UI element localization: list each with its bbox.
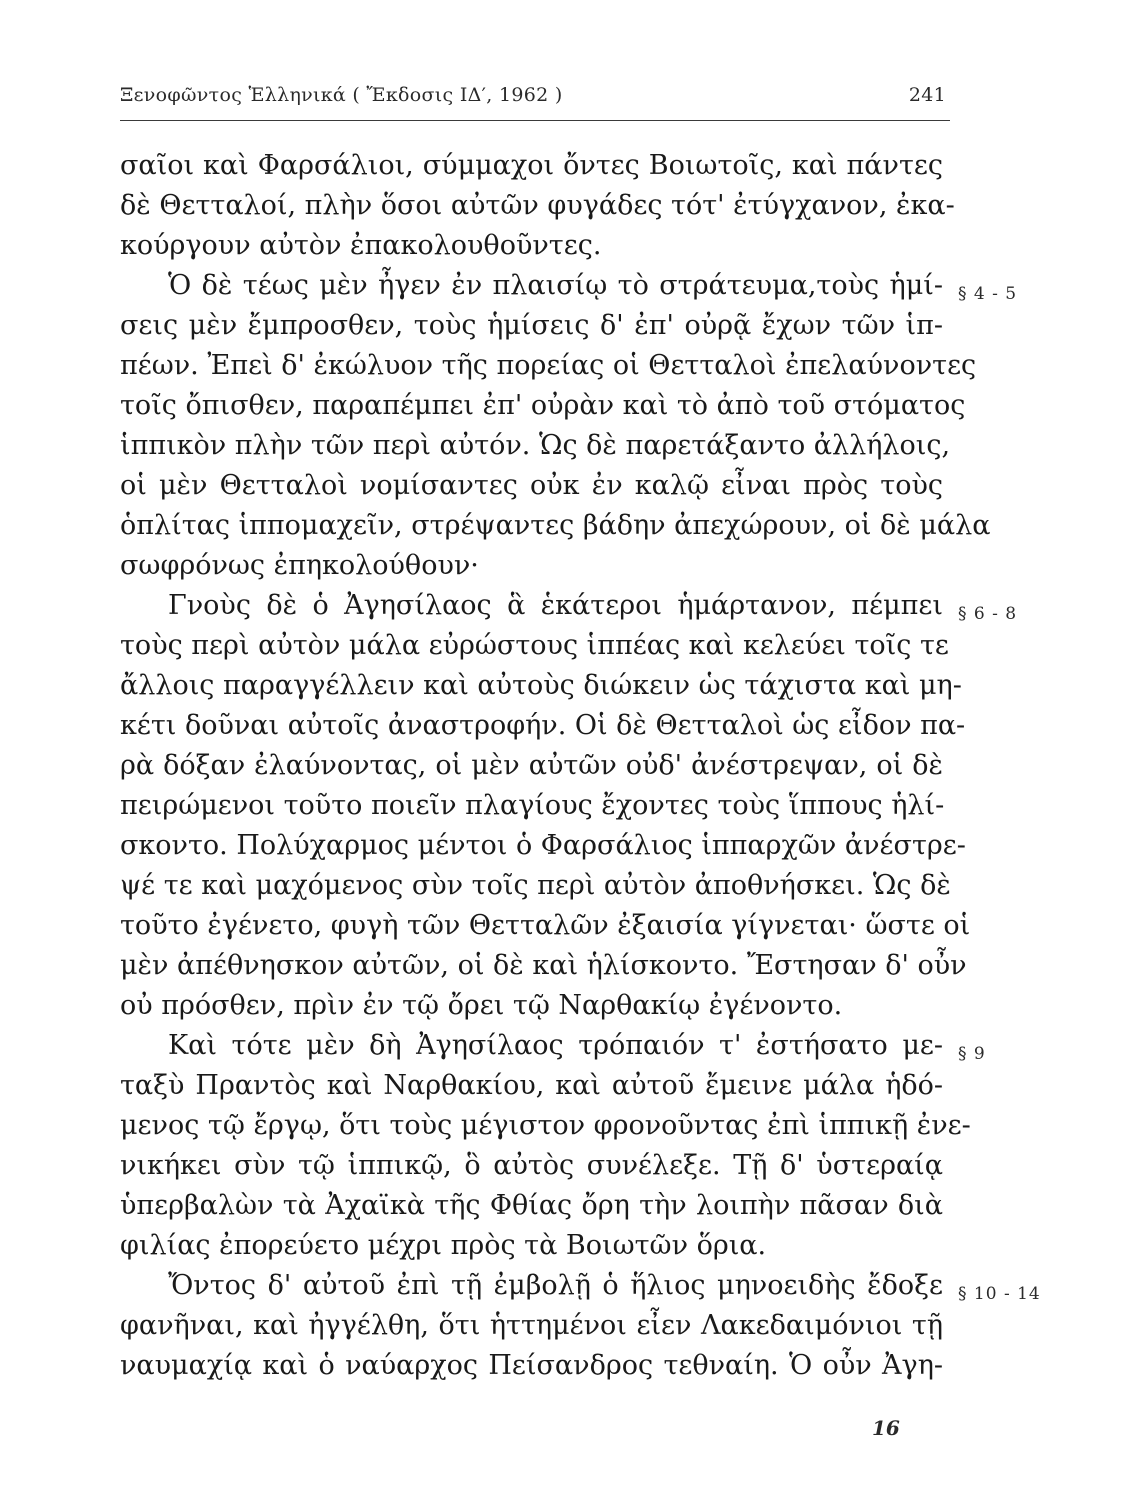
text-line: Ὁ δὲ τέως μὲν ἦγεν ἐν πλαισίῳ τὸ στράτευμα,τοὺς ἡμί-: [168, 270, 943, 301]
running-head: [120, 84, 950, 114]
text-line: ψέ τε καὶ μαχόμενος σὺν τοῖς περὶ αὐτὸν ἀποθνήσκει. Ὡς δὲ: [120, 870, 951, 901]
text-line: σκοντο. Πολύχαρμος μέντοι ὁ Φαρσάλιος ἱππαρχῶν ἀνέστρε-: [120, 830, 966, 861]
text-line: Ὄντος δ' αὐτοῦ ἐπὶ τῇ ἐμβολῇ ὁ ἥλιος μηνοειδὴς ἔδοξε: [168, 1270, 943, 1301]
page-number: 241: [908, 84, 946, 106]
signature-mark: 16: [872, 1416, 900, 1440]
text-line: σαῖοι καὶ Φαρσάλιοι, σύμμαχοι ὄντες Βοιωτοῖς, καὶ πάντες: [120, 150, 943, 181]
text-line: φανῆναι, καὶ ἠγγέλθη, ὅτι ἡττημένοι εἶεν Λακεδαιμόνιοι τῇ: [120, 1310, 943, 1341]
text-line: ἄλλοις παραγγέλλειν καὶ αὐτοὺς διώκειν ὡς τάχιστα καὶ μη-: [120, 670, 962, 701]
text-line: ἱππικὸν πλὴν τῶν περὶ αὐτόν. Ὡς δὲ παρετάξαντο ἀλλήλοις,: [120, 430, 951, 461]
text-line: νικήκει σὺν τῷ ἱππικῷ, ὃ αὐτὸς συνέλεξε. Τῇ δ' ὑστεραίᾳ: [120, 1150, 943, 1181]
text-line: Γνοὺς δὲ ὁ Ἀγησίλαος ἃ ἑκάτεροι ἡμάρτανον, πέμπει: [168, 590, 943, 621]
text-line: ὑπερβαλὼν τὰ Ἀχαϊκὰ τῆς Φθίας ὄρη τὴν λοιπὴν πᾶσαν διὰ: [120, 1190, 943, 1221]
text-line: μενος τῷ ἔργῳ, ὅτι τοὺς μέγιστον φρονοῦντας ἐπὶ ἱππικῇ ἐνε-: [120, 1110, 971, 1141]
text-line: οἱ μὲν Θετταλοὶ νομίσαντες οὐκ ἐν καλῷ εἶναι πρὸς τοὺς: [120, 470, 943, 501]
running-title: Ξενοφῶντος Ἑλληνικά ( Ἔκδοσις ΙΔ′, 1962 ): [120, 84, 563, 106]
text-line: πέων. Ἐπεὶ δ' ἐκώλυον τῆς πορείας οἱ Θετταλοὶ ἐπελαύνοντες: [120, 350, 977, 381]
text-line: τοῖς ὄπισθεν, παραπέμπει ἐπ' οὐρὰν καὶ τὸ ἀπὸ τοῦ στόματος: [120, 390, 966, 421]
text-line: τοὺς περὶ αὐτὸν μάλα εὐρώστους ἱππέας καὶ κελεύει τοῖς τε: [120, 630, 949, 661]
text-line: κέτι δοῦναι αὐτοῖς ἀναστροφήν. Οἱ δὲ Θετταλοὶ ὡς εἶδον πα-: [120, 710, 966, 741]
text-line: πειρώμενοι τοῦτο ποιεῖν πλαγίους ἔχοντες τοὺς ἵππους ἡλί-: [120, 790, 945, 821]
text-line: οὐ πρόσθεν, πρὶν ἐν τῷ ὄρει τῷ Ναρθακίῳ ἐγένοντο.: [120, 990, 843, 1021]
text-line: φιλίας ἐπορεύετο μέχρι πρὸς τὰ Βοιωτῶν ὅρια.: [120, 1230, 767, 1261]
text-line: Καὶ τότε μὲν δὴ Ἀγησίλαος τρόπαιόν τ' ἐστήσατο με-: [168, 1030, 943, 1061]
margin-note-section-ref: § 9: [958, 1044, 986, 1064]
text-line: τοῦτο ἐγένετο, φυγὴ τῶν Θετταλῶν ἐξαισία γίγνεται· ὥστε οἱ: [120, 910, 971, 941]
margin-note-section-ref: § 4 - 5: [958, 284, 1018, 304]
text-line: κούργουν αὐτὸν ἐπακολουθοῦντες.: [120, 230, 602, 261]
margin-note-section-ref: § 6 - 8: [958, 604, 1018, 624]
text-line: ναυμαχίᾳ καὶ ὁ ναύαρχος Πείσανδρος τεθναίη. Ὁ οὖν Ἀγη-: [120, 1350, 943, 1381]
text-line: μὲν ἀπέθνησκον αὐτῶν, οἱ δὲ καὶ ἡλίσκοντο. Ἔστησαν δ' οὖν: [120, 950, 967, 981]
text-line: ὁπλίτας ἱππομαχεῖν, στρέψαντες βάδην ἀπεχώρουν, οἱ δὲ μάλα: [120, 510, 991, 541]
text-line: σωφρόνως ἐπηκολούθουν·: [120, 550, 479, 581]
text-line: ταξὺ Πραντὸς καὶ Ναρθακίου, καὶ αὐτοῦ ἔμεινε μάλα ἡδό-: [120, 1070, 943, 1101]
text-line: δὲ Θετταλοί, πλὴν ὅσοι αὐτῶν φυγάδες τότ' ἐτύγχανον, ἐκα-: [120, 190, 955, 221]
text-line: σεις μὲν ἔμπροσθεν, τοὺς ἡμίσεις δ' ἐπ' οὐρᾷ ἔχων τῶν ἱπ-: [120, 310, 943, 341]
margin-note-section-ref: § 10 - 14: [958, 1284, 1041, 1304]
text-line: ρὰ δόξαν ἐλαύνοντας, οἱ μὲν αὐτῶν οὐδ' ἀνέστρεψαν, οἱ δὲ: [120, 750, 943, 781]
header-rule: [120, 120, 950, 121]
